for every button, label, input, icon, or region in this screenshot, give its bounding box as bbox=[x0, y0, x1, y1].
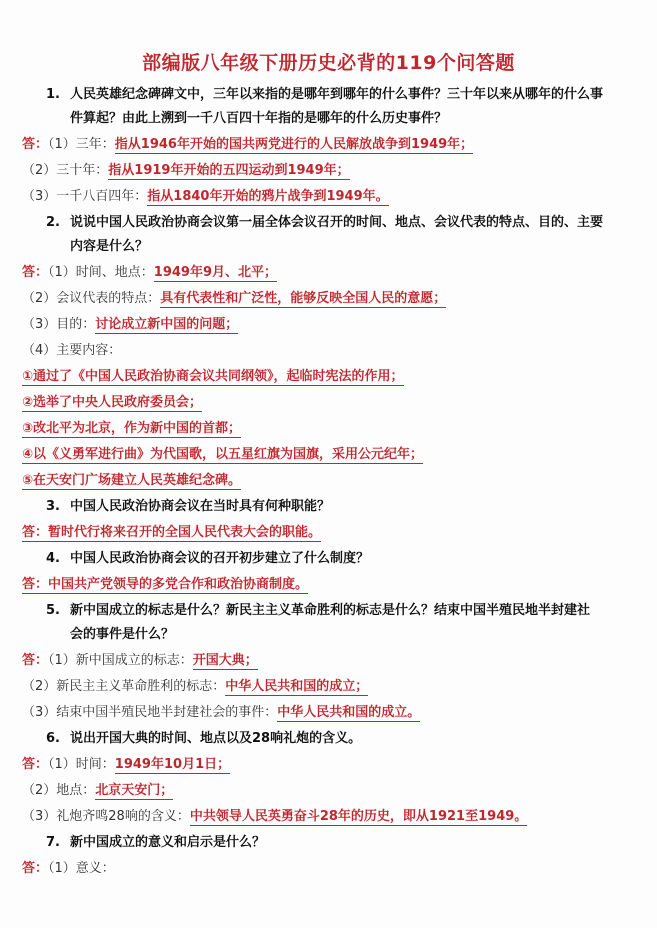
answer-3: 答：暂时代行将来召开的全国人民代表大会的职能。 bbox=[22, 525, 322, 540]
answer-text: 1949年9月、北平； bbox=[153, 265, 278, 280]
answer-1-1 bbox=[22, 136, 473, 154]
answer-label: （2）新民主主义革命胜利的标志： bbox=[22, 679, 226, 694]
question-text: 新中国成立的标志是什么？新民主主义革命胜利的标志是什么？结束中国半殖民地半封建社 bbox=[70, 603, 591, 618]
answer-2-1 bbox=[22, 264, 277, 282]
question-3 bbox=[46, 498, 330, 516]
question-2 bbox=[46, 214, 603, 232]
answer-5-1 bbox=[22, 652, 258, 670]
content-item-5: ⑤在天安门广场建立人民英雄纪念碑。 bbox=[22, 473, 242, 488]
answer-text: 指从1946年开始的国共两党进行的人民解放战争到1949年； bbox=[114, 137, 474, 152]
content-item-1: ①通过了《中国人民政治协商会议共同纲领》，起临时宪法的作用； bbox=[22, 369, 404, 384]
answer-text: 指从1840年开始的鸦片战争到1949年。 bbox=[147, 189, 389, 204]
question-2-cont: 内容是什么？ bbox=[70, 239, 149, 254]
answer-6-3 bbox=[22, 808, 527, 826]
answer-6-2 bbox=[22, 782, 173, 800]
question-text: 新中国成立的意义和启示是什么？ bbox=[70, 835, 266, 850]
answer-label: （3）目的： bbox=[22, 317, 96, 332]
question-number: 1. bbox=[46, 87, 60, 102]
answer-6-1 bbox=[22, 756, 230, 774]
answer-5-2 bbox=[22, 678, 368, 696]
answer-7-1 bbox=[22, 860, 115, 878]
answer-key: 答： bbox=[22, 265, 49, 280]
answer-label: （1）三年： bbox=[48, 137, 115, 152]
answer-text: 具有代表性和广泛性，能够反映全国人民的意愿； bbox=[160, 291, 447, 306]
question-text: 说出开国大典的时间、地点以及28响礼炮的含义。 bbox=[70, 731, 362, 746]
answer-label: （3）一千八百四年： bbox=[22, 189, 148, 204]
answer-text: 讨论成立新中国的问题； bbox=[95, 317, 239, 332]
answer-2-4-label: （4）主要内容： bbox=[22, 343, 122, 358]
answer-1-2 bbox=[22, 162, 350, 180]
question-text: 中国人民政治协商会议的召开初步建立了什么制度？ bbox=[70, 551, 370, 566]
answer-text: 中华人民共和国的成立。 bbox=[277, 705, 421, 720]
question-5-cont: 会的事件是什么？ bbox=[70, 627, 175, 642]
content-item-3: ③改北平为北京，作为新中国的首都； bbox=[22, 421, 242, 436]
answer-key: 答： bbox=[22, 861, 49, 876]
question-7 bbox=[46, 834, 265, 852]
question-text: 中国人民政治协商会议在当时具有何种职能？ bbox=[70, 499, 331, 514]
page-title: 部编版八年级下册历史必背的119个问答题 bbox=[142, 52, 515, 74]
answer-key: 答： bbox=[22, 757, 49, 772]
answer-2-3 bbox=[22, 316, 238, 334]
question-text: 人民英雄纪念碑碑文中，三年以来指的是哪年到哪年的什么事件？三十年以来从哪年的什么事 bbox=[70, 87, 604, 102]
answer-label: （3）结束中国半殖民地半封建社会的事件： bbox=[22, 705, 278, 720]
answer-text: 中共领导人民英勇奋斗28年的历史，即从1921至1949。 bbox=[189, 809, 528, 824]
answer-1-3 bbox=[22, 188, 389, 206]
answer-text: 1949年10月1日； bbox=[114, 757, 231, 772]
answer-label: （3）礼炮齐鸣28响的含义： bbox=[22, 809, 190, 824]
answer-label: （2）三十年： bbox=[22, 163, 109, 178]
answer-2-2 bbox=[22, 290, 446, 308]
answer-4: 答：中国共产党领导的多党合作和政治协商制度。 bbox=[22, 577, 309, 592]
question-1-cont: 件算起？由此上溯到一千八百四十年指的是哪年的什么历史事件？ bbox=[70, 111, 448, 126]
answer-text: 指从1919年开始的五四运动到1949年； bbox=[108, 163, 350, 178]
question-4 bbox=[46, 550, 369, 568]
answer-label: （1）时间： bbox=[48, 757, 115, 772]
answer-text: 开国大典； bbox=[192, 653, 258, 668]
question-number: 6. bbox=[46, 731, 60, 746]
answer-label: （1）新中国成立的标志： bbox=[48, 653, 193, 668]
question-number: 2. bbox=[46, 215, 60, 230]
content-item-4: ④以《义勇军进行曲》为代国歌，以五星红旗为国旗，采用公元纪年； bbox=[22, 447, 424, 462]
question-text: 说说中国人民政治协商会议第一届全体会议召开的时间、地点、会议代表的特点、目的、主要 bbox=[70, 215, 604, 230]
answer-label: （1）时间、地点： bbox=[48, 265, 154, 280]
answer-label: （2）地点： bbox=[22, 783, 96, 798]
content-item-2: ②选举了中央人民政府委员会； bbox=[22, 395, 203, 410]
question-number: 3. bbox=[46, 499, 60, 514]
question-1 bbox=[46, 86, 603, 104]
question-number: 7. bbox=[46, 835, 60, 850]
question-6 bbox=[46, 730, 361, 748]
answer-5-3 bbox=[22, 704, 420, 722]
question-number: 5. bbox=[46, 603, 60, 618]
answer-text: 北京天安门； bbox=[95, 783, 174, 798]
answer-key: 答： bbox=[22, 137, 49, 152]
answer-label: （1）意义： bbox=[48, 861, 115, 876]
answer-key: 答： bbox=[22, 653, 49, 668]
question-5 bbox=[46, 602, 590, 620]
question-number: 4. bbox=[46, 551, 60, 566]
answer-text: 中华人民共和国的成立； bbox=[225, 679, 369, 694]
answer-label: （2）会议代表的特点： bbox=[22, 291, 161, 306]
